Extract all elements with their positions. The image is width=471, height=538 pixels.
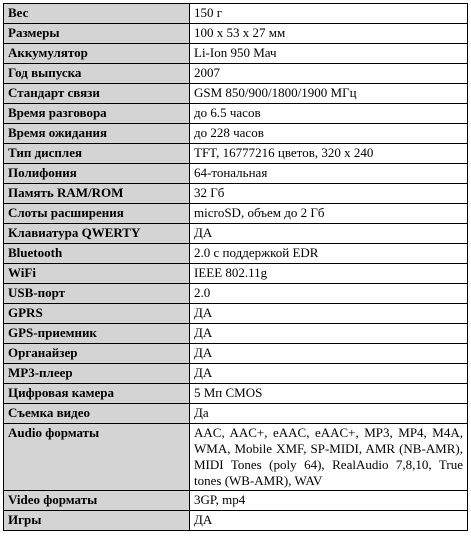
spec-value: microSD, объем до 2 Гб bbox=[190, 204, 468, 224]
spec-label: Аккумулятор bbox=[4, 44, 190, 64]
table-row bbox=[4, 424, 468, 491]
spec-label: Bluetooth bbox=[4, 244, 190, 264]
table-row bbox=[4, 104, 468, 124]
spec-value: ДА bbox=[190, 344, 468, 364]
spec-label: GPRS bbox=[4, 304, 190, 324]
spec-label: WiFi bbox=[4, 264, 190, 284]
table-row bbox=[4, 4, 468, 24]
table-row bbox=[4, 511, 468, 531]
spec-value: 32 Гб bbox=[190, 184, 468, 204]
spec-value: ДА bbox=[190, 304, 468, 324]
table-row bbox=[4, 204, 468, 224]
table-row bbox=[4, 24, 468, 44]
spec-label: Игры bbox=[4, 511, 190, 531]
spec-label: Стандарт связи bbox=[4, 84, 190, 104]
spec-label: Video форматы bbox=[4, 491, 190, 511]
table-row bbox=[4, 304, 468, 324]
table-row bbox=[4, 364, 468, 384]
table-row bbox=[4, 244, 468, 264]
spec-label: GPS-приемник bbox=[4, 324, 190, 344]
spec-value: ДА bbox=[190, 224, 468, 244]
spec-value: Да bbox=[190, 404, 468, 424]
spec-value: TFT, 16777216 цветов, 320 x 240 bbox=[190, 144, 468, 164]
spec-label: Съемка видео bbox=[4, 404, 190, 424]
table-row bbox=[4, 44, 468, 64]
spec-label: Полифония bbox=[4, 164, 190, 184]
table-row bbox=[4, 224, 468, 244]
table-row bbox=[4, 124, 468, 144]
spec-value: Li-Ion 950 Мач bbox=[190, 44, 468, 64]
spec-label: Время разговора bbox=[4, 104, 190, 124]
spec-value: IEEE 802.11g bbox=[190, 264, 468, 284]
spec-value: до 228 часов bbox=[190, 124, 468, 144]
spec-value: до 6.5 часов bbox=[190, 104, 468, 124]
table-row bbox=[4, 384, 468, 404]
spec-label: Время ожидания bbox=[4, 124, 190, 144]
spec-label: USB-порт bbox=[4, 284, 190, 304]
spec-value: 3GP, mp4 bbox=[190, 491, 468, 511]
spec-label: Год выпуска bbox=[4, 64, 190, 84]
table-row bbox=[4, 324, 468, 344]
spec-label: Органайзер bbox=[4, 344, 190, 364]
spec-label: MP3-плеер bbox=[4, 364, 190, 384]
spec-label: Вес bbox=[4, 4, 190, 24]
table-row bbox=[4, 284, 468, 304]
spec-value: 2.0 bbox=[190, 284, 468, 304]
spec-value: ДА bbox=[190, 364, 468, 384]
table-row bbox=[4, 264, 468, 284]
spec-value: 100 x 53 x 27 мм bbox=[190, 24, 468, 44]
spec-value: 2.0 с поддержкой EDR bbox=[190, 244, 468, 264]
table-row bbox=[4, 404, 468, 424]
spec-value: ДА bbox=[190, 324, 468, 344]
spec-label: Слоты расширения bbox=[4, 204, 190, 224]
table-row bbox=[4, 144, 468, 164]
spec-value: AAC, AAC+, eAAC, eAAC+, MP3, MP4, M4A, WMA, Mobile XMF, SP-MIDI, AMR (NB-AMR), MIDI Tones (poly 64), RealAudio 7,8,10, True tones (WB-AMR), WAV bbox=[190, 424, 468, 491]
table-row bbox=[4, 164, 468, 184]
spec-label: Клавиатура QWERTY bbox=[4, 224, 190, 244]
spec-value: 5 Мп CMOS bbox=[190, 384, 468, 404]
spec-value: GSM 850/900/1800/1900 МГц bbox=[190, 84, 468, 104]
spec-table bbox=[3, 3, 468, 531]
spec-value: 2007 bbox=[190, 64, 468, 84]
spec-value: 150 г bbox=[190, 4, 468, 24]
spec-label: Память RAM/ROM bbox=[4, 184, 190, 204]
spec-label: Цифровая камера bbox=[4, 384, 190, 404]
spec-label: Audio форматы bbox=[4, 424, 190, 491]
spec-label: Тип дисплея bbox=[4, 144, 190, 164]
table-row bbox=[4, 344, 468, 364]
table-row bbox=[4, 84, 468, 104]
table-row bbox=[4, 491, 468, 511]
spec-label: Размеры bbox=[4, 24, 190, 44]
table-row bbox=[4, 64, 468, 84]
spec-value: 64-тональная bbox=[190, 164, 468, 184]
spec-value: ДА bbox=[190, 511, 468, 531]
table-row bbox=[4, 184, 468, 204]
